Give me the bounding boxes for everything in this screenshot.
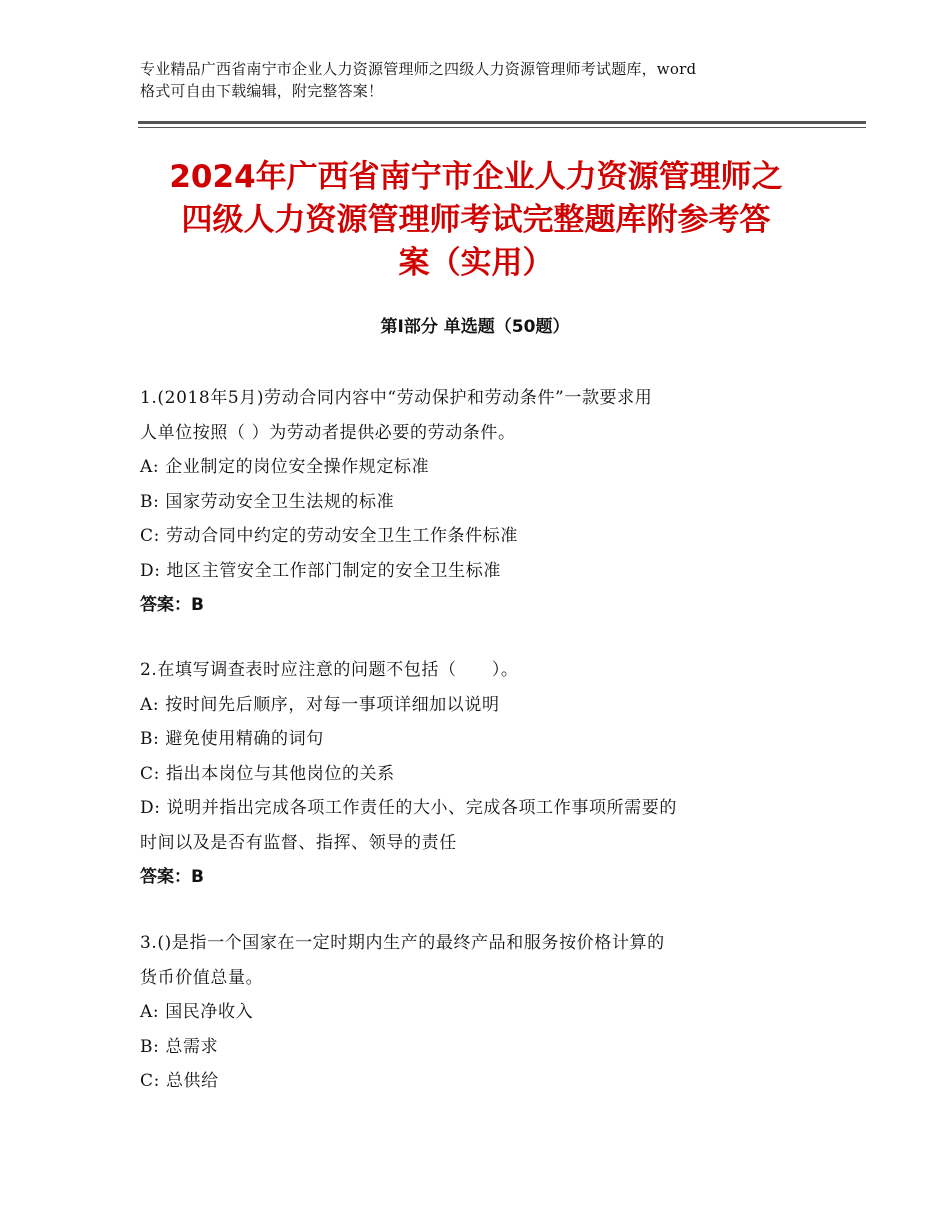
document-title xyxy=(120,156,832,285)
question-stem: 3.()是指一个国家在一定时期内生产的最终产品和服务按价格计算的 xyxy=(140,933,665,953)
option-b: B: 避免使用精确的词句 xyxy=(140,729,324,749)
question-3 xyxy=(140,926,820,1099)
question-stem: 货币价值总量。 xyxy=(140,967,264,988)
answer-label: 答案：B xyxy=(140,595,204,615)
header-note xyxy=(140,58,820,102)
title-line: 2024年广西省南宁市企业人力资源管理师之 xyxy=(169,159,783,195)
answer-label: 答案：B xyxy=(140,867,204,887)
option-c: C: 劳动合同中约定的劳动安全卫生工作条件标准 xyxy=(140,526,518,546)
option-b: B: 国家劳动安全卫生法规的标准 xyxy=(140,491,395,512)
option-c: C: 指出本岗位与其他岗位的关系 xyxy=(140,763,395,784)
question-2 xyxy=(140,653,820,895)
question-1 xyxy=(140,381,820,623)
question-stem: 2.在填写调查表时应注意的问题不包括（ ）。 xyxy=(140,660,519,680)
question-stem: 人单位按照（ ）为劳动者提供必要的劳动条件。 xyxy=(140,422,516,443)
section-title: 第Ⅰ部分 单选题（50题） xyxy=(380,317,570,337)
option-b: B: 总需求 xyxy=(140,1036,219,1057)
question-stem: 1.(2018年5月)劳动合同内容中“劳动保护和劳动条件”一款要求用 xyxy=(140,388,653,408)
option-d: D: 说明并指出完成各项工作责任的大小、完成各项工作事项所需要的 xyxy=(140,798,677,818)
option-a: A: 企业制定的岗位安全操作规定标准 xyxy=(140,457,430,477)
option-c: C: 总供给 xyxy=(140,1071,219,1091)
header-rule-thick xyxy=(138,121,866,124)
option-d: D: 地区主管安全工作部门制定的安全卫生标准 xyxy=(140,560,501,581)
header-note-line: 专业精品广西省南宁市企业人力资源管理师之四级人力资源管理师考试题库，word xyxy=(140,60,697,78)
header-rule-thin xyxy=(138,127,866,128)
title-line: 四级人力资源管理师考试完整题库附参考答 xyxy=(181,202,771,238)
header-note-line: 格式可自由下载编辑，附完整答案！ xyxy=(140,82,384,100)
option-a: A: 按时间先后顺序，对每一事项详细加以说明 xyxy=(140,694,500,715)
title-line: 案（实用） xyxy=(398,245,554,281)
option-a: A: 国民净收入 xyxy=(140,1002,254,1022)
option-d-continued: 时间以及是否有监督、指挥、领导的责任 xyxy=(140,832,457,853)
